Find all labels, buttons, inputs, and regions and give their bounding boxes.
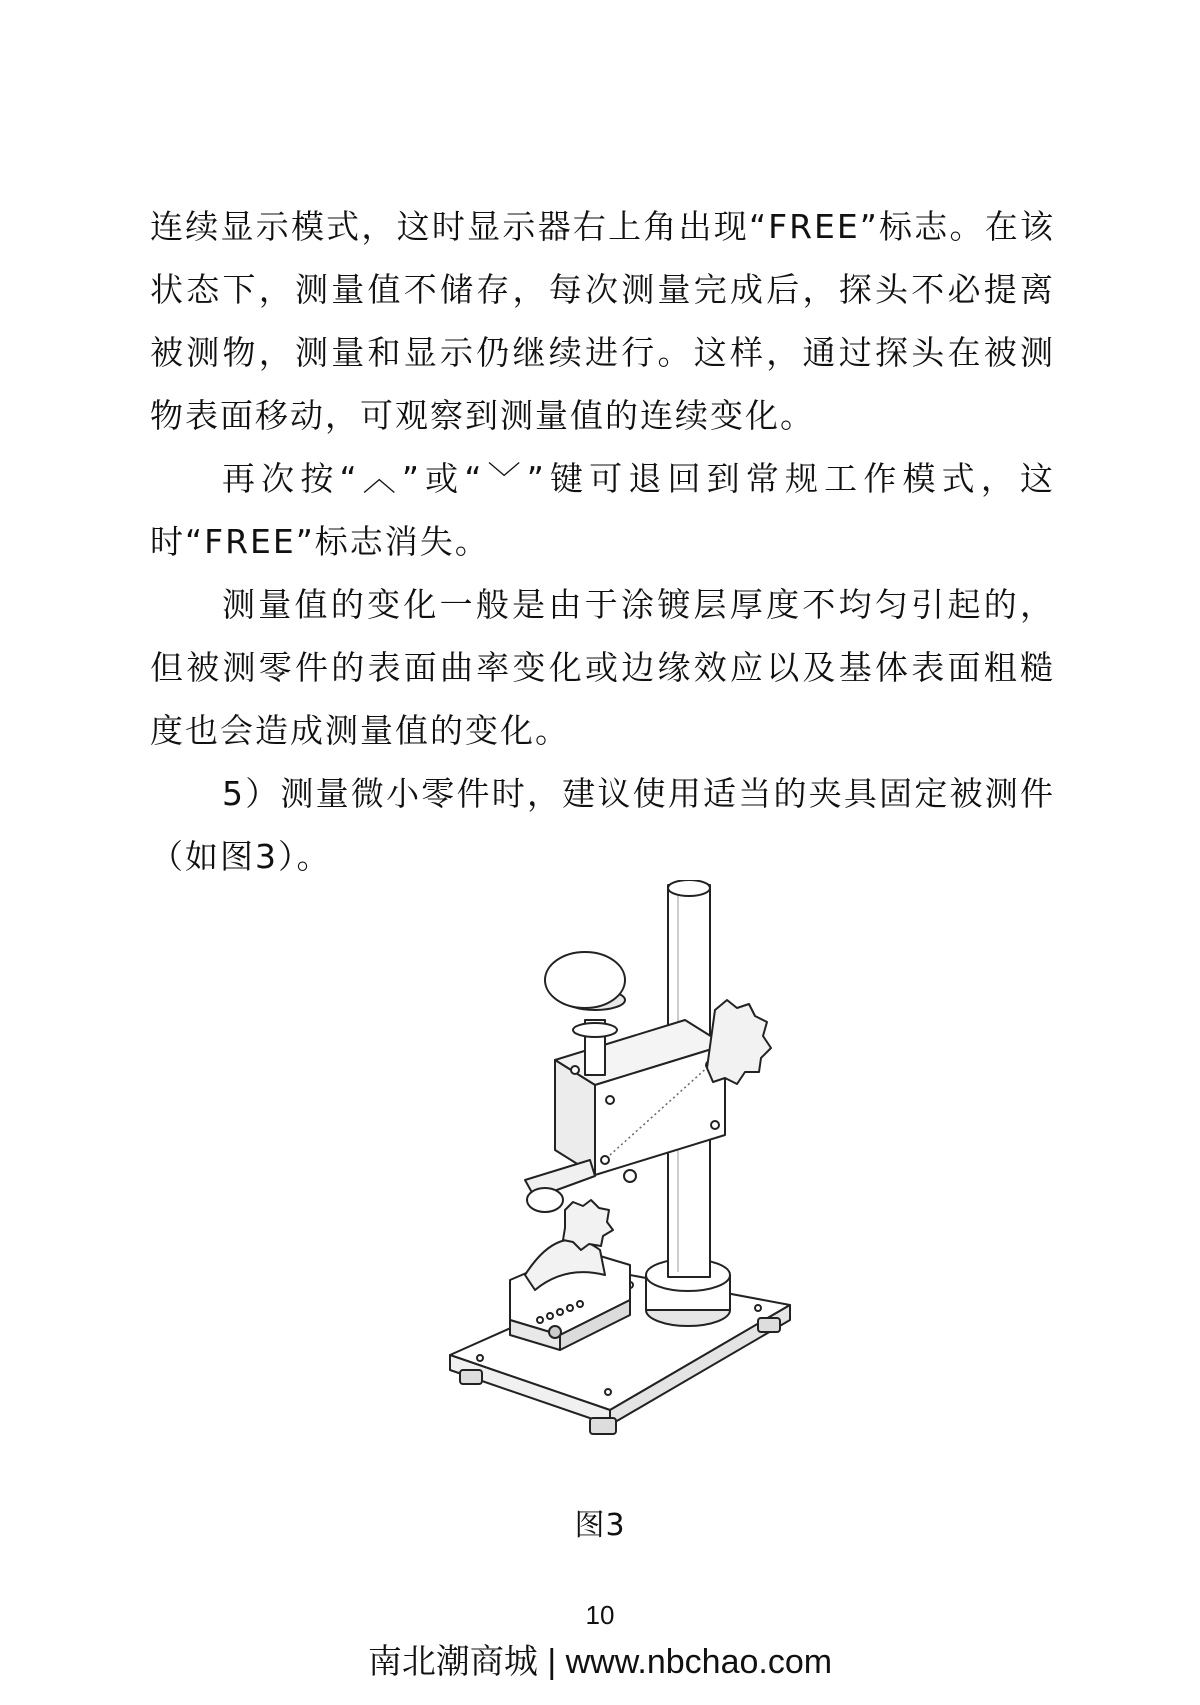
side-knob <box>707 1000 771 1084</box>
top-knob <box>545 952 625 1008</box>
holder-knob <box>563 1200 613 1250</box>
paragraph-continuous-mode: 连续显示模式，这时显示器右上角出现“FREE”标志。在该状态下，测量值不储存，每次测量完成后，探头不必提离被测物，测量和显示仍继续进行。这样，通过探头在被测物表面移动，可观察到测量值的连续变化。 <box>150 207 1055 435</box>
paragraph-small-parts: 5）测量微小零件时，建议使用适当的夹具固定被测件（如图3）。 <box>150 774 1055 876</box>
page-number: 10 <box>585 1600 615 1630</box>
paragraph-measurement-variation: 测量值的变化一般是由于涂镀层厚度不均匀引起的，但被测零件的表面曲率变化或边缘效应以及基体表面粗糙度也会造成测量值的变化。 <box>150 585 1055 750</box>
measuring-stand-illustration <box>440 880 800 1460</box>
footer-link[interactable]: 南北潮商城 | www.nbchao.com <box>367 1643 833 1681</box>
paragraph-exit-free-mode: 再次按“︿”或“﹀”键可退回到常规工作模式，这时“FREE”标志消失。 <box>150 459 1055 561</box>
figure-caption: 图3 <box>574 1508 626 1543</box>
